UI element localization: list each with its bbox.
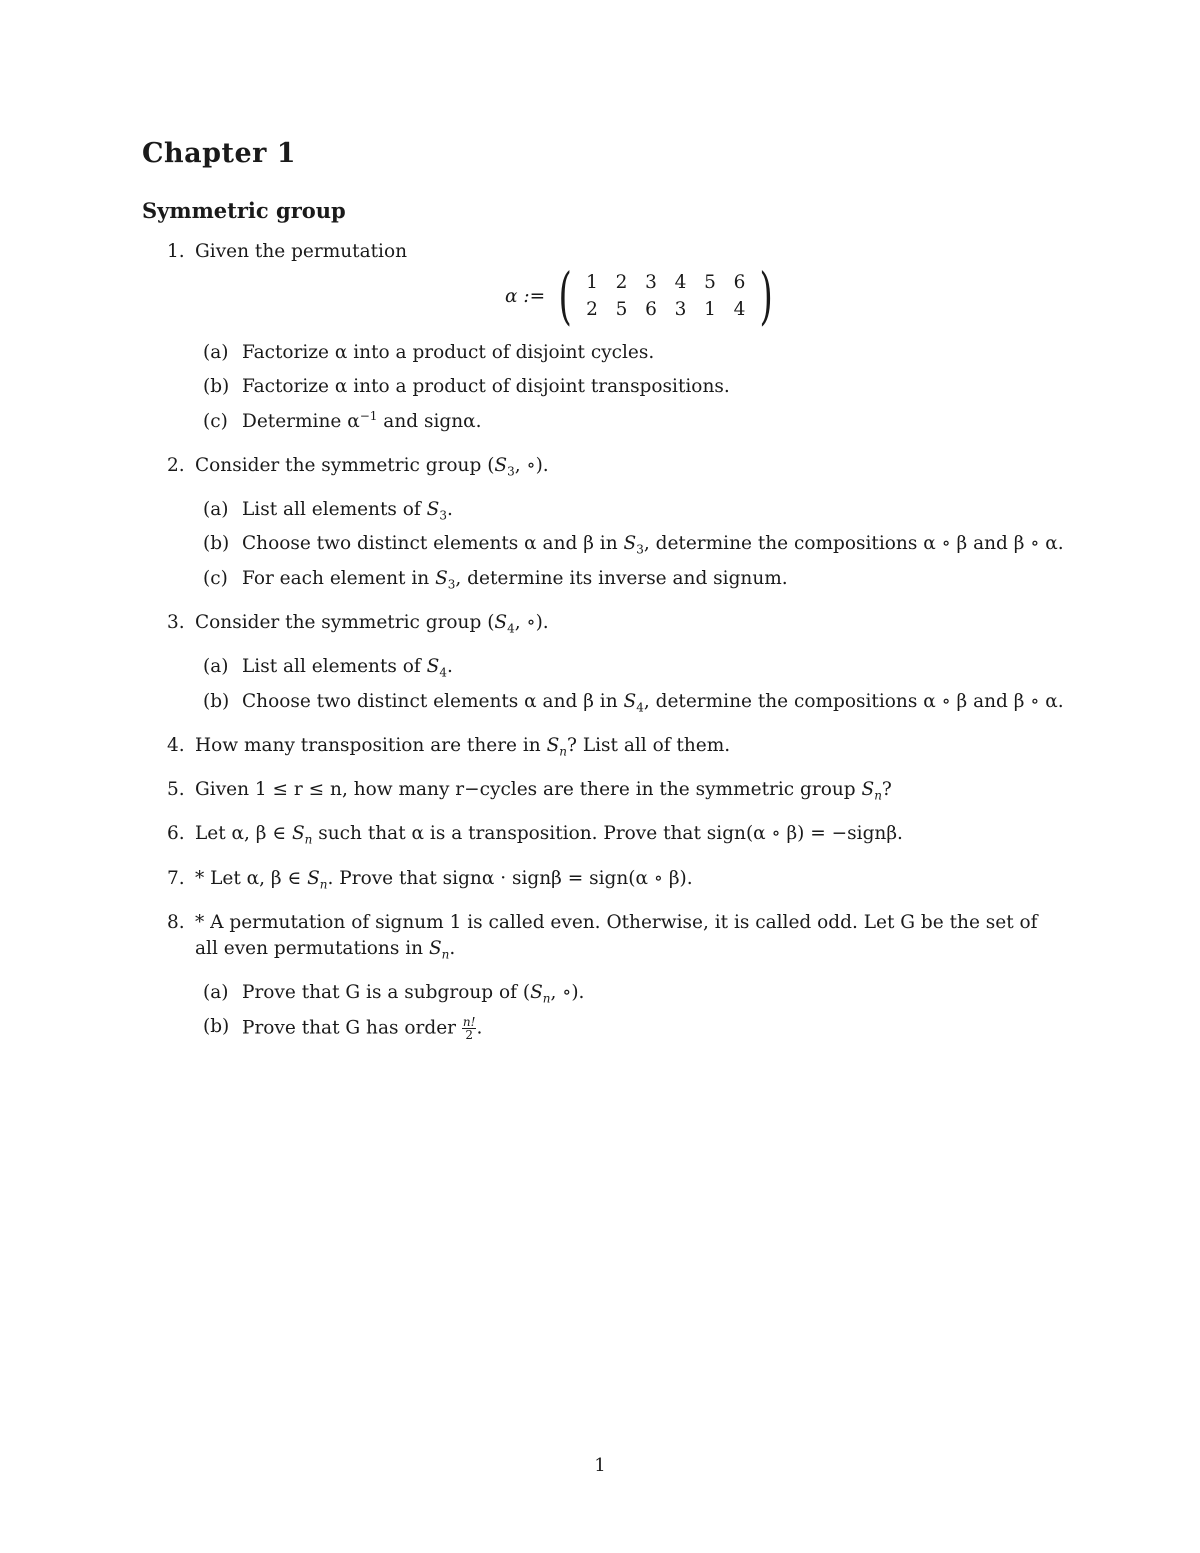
group-symbol: S bbox=[426, 656, 440, 677]
group-subscript: 3 bbox=[636, 542, 644, 557]
order-fraction bbox=[462, 1016, 477, 1041]
q7-post: . Prove that signα · signβ = sign(α ∘ β). bbox=[327, 868, 693, 889]
q8-a-text bbox=[242, 982, 584, 1004]
question-4-text bbox=[195, 735, 730, 757]
q3-a-post: . bbox=[446, 656, 453, 677]
group-subscript: n bbox=[542, 991, 551, 1006]
q2-b-text bbox=[242, 533, 1064, 555]
question-8-line-2 bbox=[195, 938, 455, 960]
matrix-bottom-cell: 1 bbox=[704, 299, 716, 320]
right-paren: ) bbox=[759, 259, 774, 332]
group-symbol: S bbox=[546, 735, 560, 756]
q3-b-post: , determine the compositions α ∘ β and β ∘ α. bbox=[643, 691, 1064, 712]
q8-b-label: (b) bbox=[203, 1016, 230, 1037]
left-paren: ( bbox=[558, 259, 572, 332]
question-7-text bbox=[195, 868, 693, 890]
q1-c-sup: −1 bbox=[359, 408, 378, 423]
group-subscript: 3 bbox=[439, 508, 447, 523]
q2-c-post: , determine its inverse and signum. bbox=[455, 568, 788, 589]
q3-a-label: (a) bbox=[203, 656, 229, 677]
q1-a-label: (a) bbox=[203, 342, 229, 363]
q3-a-text bbox=[242, 656, 453, 678]
fraction-denominator: 2 bbox=[465, 1028, 473, 1042]
q3-b-label: (b) bbox=[203, 691, 230, 712]
group-symbol: S bbox=[307, 868, 320, 889]
question-3-number: 3. bbox=[167, 612, 185, 633]
q2-pre: Consider the symmetric group ( bbox=[195, 455, 495, 476]
matrix-bottom-cell: 5 bbox=[615, 299, 628, 320]
matrix-grid bbox=[577, 272, 754, 320]
matrix-top-cell: 4 bbox=[674, 272, 687, 293]
question-4-number: 4. bbox=[167, 735, 185, 756]
group-subscript: n bbox=[319, 877, 328, 892]
group-subscript: 4 bbox=[439, 665, 447, 680]
q2-c-text bbox=[242, 568, 788, 590]
question-1-number: 1. bbox=[167, 241, 185, 262]
group-symbol: S bbox=[494, 612, 508, 633]
group-symbol: S bbox=[623, 533, 637, 554]
q6-pre: Let α, β ∈ bbox=[195, 823, 292, 844]
q1-c-pre: Determine α bbox=[242, 411, 360, 432]
matrix-lhs: α := bbox=[505, 285, 546, 307]
question-7-number: 7. bbox=[167, 868, 185, 889]
q6-post: such that α is a transposition. Prove that sign(α ∘ β) = −signβ. bbox=[312, 823, 903, 844]
q1-a-text: Factorize α into a product of disjoint cycles. bbox=[242, 342, 655, 363]
group-symbol: S bbox=[861, 779, 875, 800]
question-5-number: 5. bbox=[167, 779, 185, 800]
permutation-matrix bbox=[505, 259, 779, 332]
question-5-text bbox=[195, 779, 892, 801]
question-6-text bbox=[195, 823, 903, 845]
group-symbol: S bbox=[623, 691, 637, 712]
q1-c-label: (c) bbox=[203, 411, 228, 432]
question-2-number: 2. bbox=[167, 455, 185, 476]
q2-c-pre: For each element in bbox=[242, 568, 436, 589]
matrix-top-cell: 1 bbox=[586, 272, 598, 293]
group-subscript: n bbox=[441, 947, 450, 962]
q2-post: , ∘). bbox=[514, 455, 549, 476]
group-subscript: n bbox=[559, 744, 568, 759]
q3-b-pre: Choose two distinct elements α and β in bbox=[242, 691, 624, 712]
q8-b-post: . bbox=[476, 1017, 483, 1039]
section-title: Symmetric group bbox=[142, 198, 346, 223]
fraction-numerator: n! bbox=[462, 1015, 476, 1029]
q2-a-text bbox=[242, 499, 453, 521]
q5-post: ? bbox=[881, 779, 892, 800]
question-1-text: Given the permutation bbox=[195, 241, 408, 262]
group-symbol: S bbox=[428, 938, 442, 959]
q4-post: ? List all of them. bbox=[567, 735, 731, 756]
group-symbol: S bbox=[530, 982, 543, 1003]
q8-line2-post: . bbox=[449, 938, 456, 959]
q1-c-text bbox=[242, 408, 482, 433]
matrix-bottom-cell: 6 bbox=[645, 299, 657, 320]
q8-a-pre: Prove that G is a subgroup of ( bbox=[242, 982, 531, 1003]
q8-a-label: (a) bbox=[203, 982, 229, 1003]
group-symbol: S bbox=[426, 499, 440, 520]
q2-b-pre: Choose two distinct elements α and β in bbox=[242, 533, 624, 554]
q8-line2-pre: all even permutations in bbox=[195, 938, 429, 959]
group-subscript: 3 bbox=[507, 464, 515, 479]
q2-c-label: (c) bbox=[203, 568, 228, 589]
chapter-title: Chapter 1 bbox=[142, 138, 297, 169]
group-subscript: 4 bbox=[636, 700, 644, 715]
q2-b-post: , determine the compositions α ∘ β and β ∘ α. bbox=[643, 533, 1064, 554]
q2-a-label: (a) bbox=[203, 499, 229, 520]
question-8-number: 8. bbox=[167, 912, 185, 933]
q3-post: , ∘). bbox=[514, 612, 549, 633]
matrix-top-cell: 6 bbox=[733, 272, 746, 293]
q4-pre: How many transposition are there in bbox=[195, 735, 547, 756]
group-subscript: 4 bbox=[507, 621, 515, 636]
matrix-top-cell: 5 bbox=[704, 272, 716, 293]
q3-a-pre: List all elements of bbox=[242, 656, 427, 677]
group-subscript: n bbox=[874, 788, 882, 803]
matrix-bottom-cell: 4 bbox=[733, 299, 746, 320]
matrix-top-cell: 2 bbox=[615, 272, 628, 293]
question-6-number: 6. bbox=[167, 823, 185, 844]
q2-a-pre: List all elements of bbox=[242, 499, 427, 520]
q1-b-label: (b) bbox=[203, 376, 230, 397]
question-3-text bbox=[195, 612, 549, 634]
matrix-bottom-cell: 3 bbox=[674, 299, 687, 320]
q8-b-pre: Prove that G has order bbox=[242, 1017, 462, 1039]
group-symbol: S bbox=[291, 823, 305, 844]
page-number: 1 bbox=[594, 1455, 606, 1476]
q1-b-text: Factorize α into a product of disjoint transpositions. bbox=[242, 376, 730, 397]
q2-a-post: . bbox=[446, 499, 453, 520]
group-symbol: S bbox=[435, 568, 448, 589]
question-8-line-1: * A permutation of signum 1 is called even. Otherwise, it is called odd. Let G be the set of bbox=[195, 912, 1038, 933]
matrix-bottom-cell: 2 bbox=[586, 299, 598, 320]
q8-b-text bbox=[242, 1016, 482, 1041]
q1-c-post: and signα. bbox=[377, 411, 482, 432]
matrix-top-cell: 3 bbox=[645, 272, 657, 293]
q3-pre: Consider the symmetric group ( bbox=[195, 612, 495, 633]
q5-pre: Given 1 ≤ r ≤ n, how many r−cycles are there in the symmetric group bbox=[195, 779, 862, 800]
q8-a-post: , ∘). bbox=[550, 982, 585, 1003]
group-subscript: 3 bbox=[447, 577, 456, 592]
group-subscript: n bbox=[304, 832, 313, 847]
q3-b-text bbox=[242, 691, 1064, 713]
group-symbol: S bbox=[494, 455, 508, 476]
q7-pre: * Let α, β ∈ bbox=[195, 868, 308, 889]
q2-b-label: (b) bbox=[203, 533, 230, 554]
question-2-text bbox=[195, 455, 549, 477]
